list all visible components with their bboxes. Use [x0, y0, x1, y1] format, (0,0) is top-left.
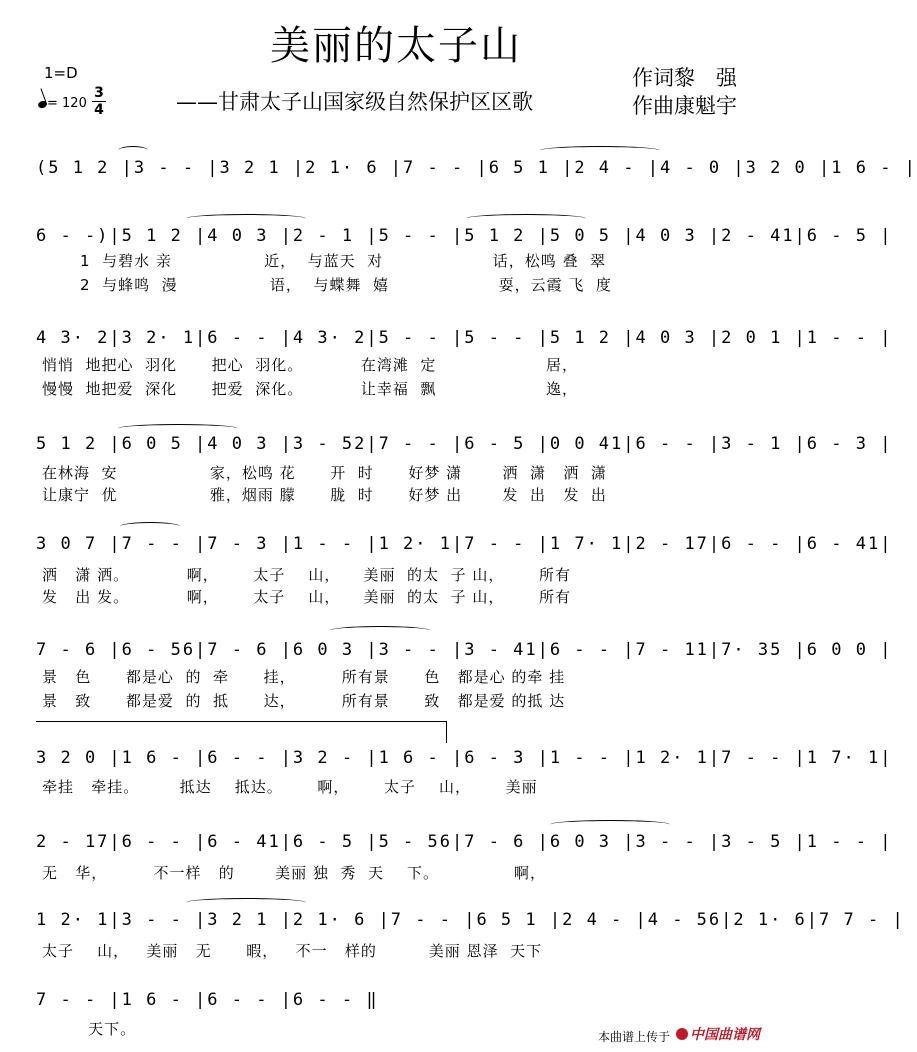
- slur: [330, 626, 430, 635]
- lyric-line-8: 无 华， 不一样 的 美丽 独 秀 天 下。 啊，: [42, 864, 547, 882]
- page-title: 美丽的太子山: [270, 23, 522, 69]
- volta-bracket: [36, 721, 446, 722]
- lyric-line-6a: 景 色 都是心 的 牵 挂， 所有景 色 都是心 的牵 挂: [42, 668, 566, 686]
- lyric-line-3b: 慢慢 地把爱 深化 把爱 深化。 让幸福 飘 逸，: [42, 380, 579, 398]
- lyric-line-5b: 发 出 发。 啊， 太子 山， 美丽 的太 子 山， 所有: [42, 588, 571, 606]
- time-signature: [92, 58, 106, 131]
- subtitle: ——甘肃太子山国家级自然保护区区歌: [176, 90, 533, 114]
- slur: [118, 146, 148, 155]
- tempo-mark: [38, 96, 87, 111]
- score-line-1: (5 1 2 |3 - - |3 2 1 |2 1· 6 |7 - - |6 5 1 |2 4 - |4 - 0 |3 2 0 |1 6 - |: [36, 158, 917, 178]
- score-line-6: 7 - 6 |6 - 56|7 - 6 |6 0 3 |3 - - |3 - 41|6 - - |7 - 11|7· 35 |6 0 0 |: [36, 640, 893, 660]
- tempo-value: = 120: [47, 96, 87, 111]
- meter-top: 3: [94, 85, 104, 101]
- volta-end: [446, 721, 447, 743]
- site-name: 中国曲谱网: [690, 1027, 760, 1043]
- score-line-2: 6 - -)|5 1 2 |4 0 3 |2 - 1 |5 - - |5 1 2 |5 0 5 |4 0 3 |2 - 41|6 - 5 |: [36, 226, 893, 246]
- lyric-line-10: 天下。: [42, 1020, 137, 1038]
- score-line-5: 3 0 7 |7 - - |7 - 3 |1 - - |1 2· 1|7 - - |1 7· 1|2 - 17|6 - - |6 - 41|: [36, 534, 893, 554]
- score-line-8: 2 - 17|6 - - |6 - 41|6 - 5 |5 - 56|7 - 6 |6 0 3 |3 - - |3 - 5 |1 - - |: [36, 832, 893, 852]
- footer-note: 本曲谱上传于: [598, 1030, 671, 1044]
- score-line-9: 1 2· 1|3 - - |3 2 1 |2 1· 6 |7 - - |6 5 1 |2 4 - |4 - 56|2 1· 6|7 7 - |: [36, 910, 905, 930]
- score-line-4: 5 1 2 |6 0 5 |4 0 3 |3 - 52|7 - - |6 - 5 |0 0 41|6 - - |3 - 1 |6 - 3 |: [36, 434, 893, 454]
- logo-icon: [676, 1028, 688, 1040]
- score-line-10: 7 - - |1 6 - |6 - - |6 - - ‖: [36, 990, 379, 1010]
- slur: [466, 214, 586, 223]
- slur: [118, 424, 238, 433]
- slur: [186, 898, 306, 907]
- slur: [120, 522, 180, 531]
- slur: [550, 820, 670, 829]
- site-logo: [676, 1024, 760, 1044]
- lyric-line-4b: 让康宁 优 雅，烟雨 朦 胧 时 好梦 出 发 出 发 出: [42, 486, 607, 504]
- lyric-line-3a: 悄悄 地把心 羽化 把心 羽化。 在湾滩 定 居，: [42, 356, 579, 374]
- key-signature: 1=D: [44, 64, 78, 82]
- meter-bottom: 4: [94, 102, 104, 118]
- lyricist-credit: 作词黎 强: [632, 66, 737, 90]
- lyric-line-2b: 2 与蜂鸣 漫 语， 与蝶舞 嬉 耍，云霞 飞 度: [80, 276, 612, 294]
- lyric-line-6b: 景 致 都是爱 的 抵 达， 所有景 致 都是爱 的抵 达: [42, 692, 566, 710]
- score-line-3: 4 3· 2|3 2· 1|6 - - |4 3· 2|5 - - |5 - - |5 1 2 |4 0 3 |2 0 1 |1 - - |: [36, 328, 893, 348]
- slur: [186, 214, 306, 223]
- lyric-line-2a: 1 与碧水 亲 近， 与蓝天 对 话，松鸣 叠 翠: [80, 252, 607, 270]
- lyric-line-4a: 在林海 安 家，松鸣 花 开 时 好梦 潇 洒 潇 洒 潇: [42, 464, 607, 482]
- slur: [540, 146, 660, 155]
- lyric-line-9: 太子 山， 美丽 无 暇， 不一 样的 美丽 恩泽 天下: [42, 942, 543, 960]
- composer-credit: 作曲康魁宇: [632, 94, 737, 118]
- lyric-line-5a: 洒 潇 洒。 啊， 太子 山， 美丽 的太 子 山， 所有: [42, 566, 571, 584]
- score-line-7: 3 2 0 |1 6 - |6 - - |3 2 - |1 6 - |6 - 3 |1 - - |1 2· 1|7 - - |1 7· 1|: [36, 748, 893, 768]
- lyric-line-7: 牵挂 牵挂。 抵达 抵达。 啊， 太子 山， 美丽: [42, 778, 538, 796]
